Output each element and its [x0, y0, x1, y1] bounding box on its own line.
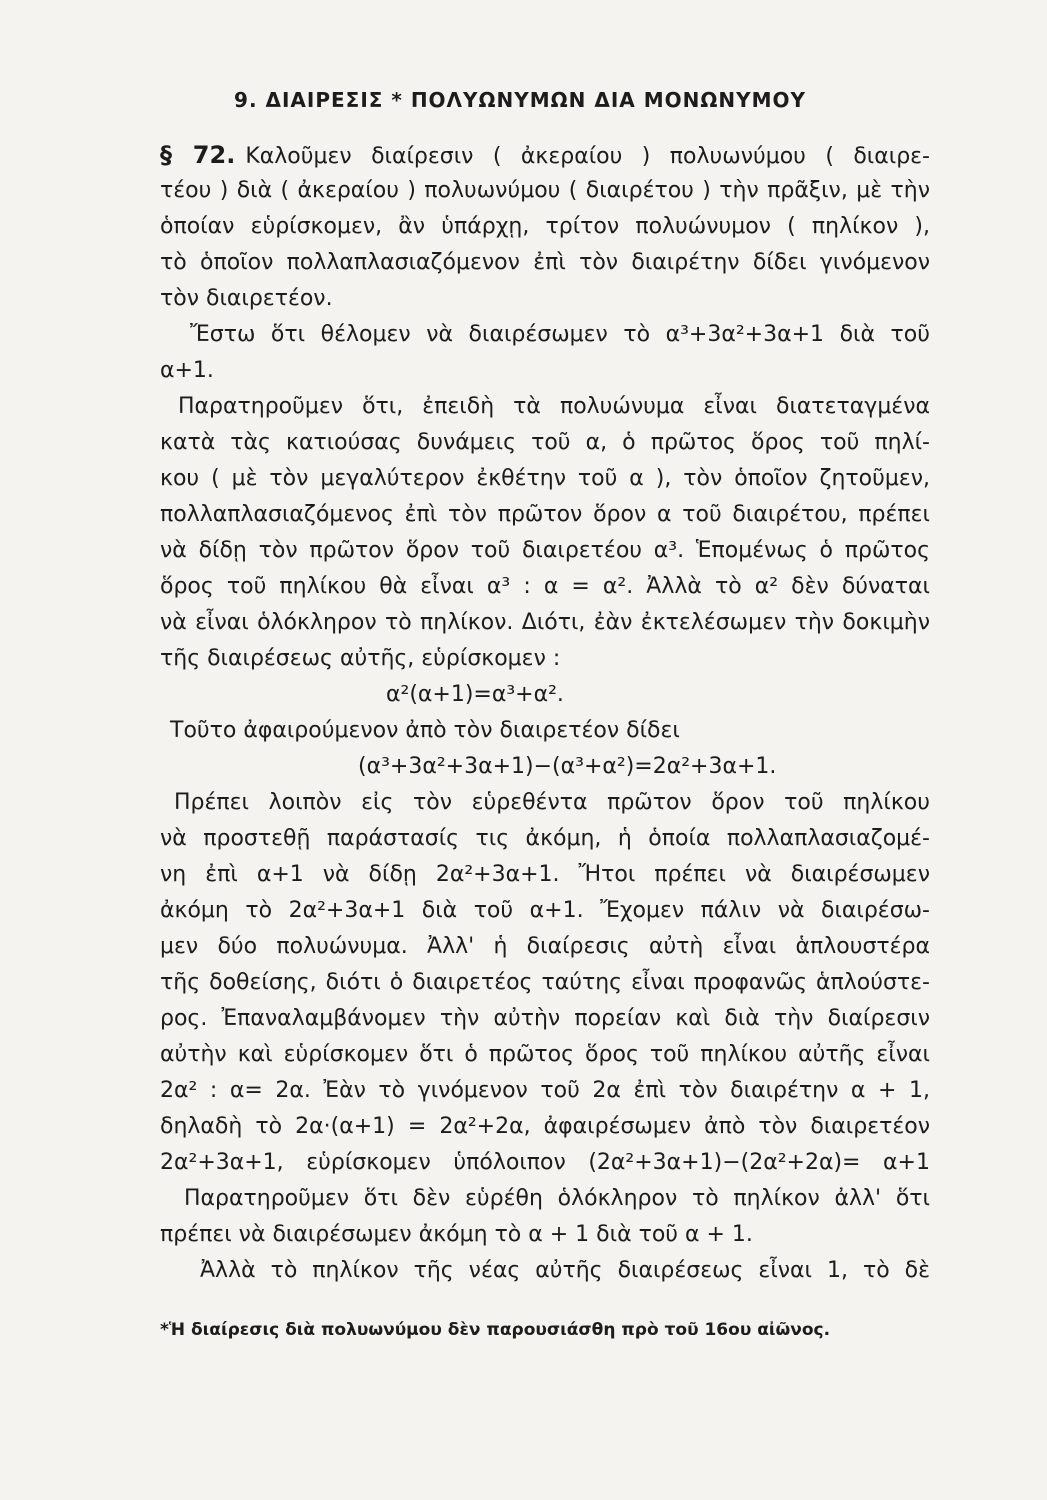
text-line-7: α+1. [160, 358, 214, 383]
text-line-20: νὰ προστεθῇ παράστασίς τις ἀκόμη, ἡ ὁποία πολλαπλασιαζομέ- [160, 826, 930, 851]
text-line-6: Ἔστω ὅτι θέλομεν νὰ διαιρέσωμεν τὸ α³+3α²+3α+1 διὰ τοῦ [190, 322, 930, 347]
text-line-11: πολλαπλασιαζόμενος ἐπὶ τὸν πρῶτον ὅρον α τοῦ διαιρέτου, πρέπει [160, 502, 930, 527]
text-line-2: τέου ) διὰ ( ἀκεραίου ) πολυωνύμου ( διαιρέτου ) τὴν πρᾶξιν, μὲ τὴν [160, 178, 930, 203]
text-line-17: Τοῦτο ἀφαιρούμενον ἀπὸ τὸν διαιρετέον δίδει [170, 718, 680, 743]
text-line-9: κατὰ τὰς κατιούσας δυνάμεις τοῦ α, ὁ πρῶτος ὅρος τοῦ πηλί- [160, 430, 930, 455]
section-number: § 72. [160, 141, 236, 169]
text-line-4: τὸ ὁποῖον πολλαπλασιαζόμενον ἐπὶ τὸν διαιρέτην δίδει γινόμενον [160, 250, 930, 275]
text-line-8: Παρατηροῦμεν ὅτι, ἐπειδὴ τὰ πολυώνυμα εἶναι διατεταγμένα [178, 394, 930, 419]
text-line-10: κου ( μὲ τὸν μεγαλύτερον ἐκθέτην τοῦ α ), τὸν ὁποῖον ζητοῦμεν, [160, 466, 930, 491]
text-line-19: Πρέπει λοιπὸν εἰς τὸν εὑρεθέντα πρῶτον ὅρον τοῦ πηλίκου [174, 790, 930, 815]
text-line-5: τὸν διαιρετέον. [160, 286, 333, 311]
text-line-15: τῆς διαιρέσεως αὐτῆς, εὑρίσκομεν : [160, 646, 561, 671]
text-line-21: νη ἐπὶ α+1 νὰ δίδῃ 2α²+3α+1. Ἤτοι πρέπει νὰ διαιρέσωμεν [160, 862, 930, 887]
text-line-23: μεν δύο πολυώνυμα. Ἀλλ' ἡ διαίρεσις αὐτὴ εἶναι ἁπλουστέρα [160, 934, 930, 959]
text-line-29: 2α²+3α+1, εὑρίσκομεν ὑπόλοιπον (2α²+3α+1)−(2α²+2α)= α+1 [160, 1150, 930, 1175]
text-line-12: νὰ δίδῃ τὸν πρῶτον ὅρον τοῦ διαιρετέου α³. Ἑπομένως ὁ πρῶτος [160, 538, 930, 563]
text-line-31: πρέπει νὰ διαιρέσωμεν ἀκόμη τὸ α + 1 διὰ τοῦ α + 1. [160, 1222, 753, 1247]
text-line-32: Ἀλλὰ τὸ πηλίκον τῆς νέας αὐτῆς διαιρέσεως εἶναι 1, τὸ δὲ [200, 1258, 930, 1283]
text-line-24: τῆς δοθείσης, διότι ὁ διαιρετέος ταύτης εἶναι προφανῶς ἁπλούστε- [160, 970, 930, 995]
formula-1: α²(α+1)=α³+α². [386, 682, 564, 707]
text-line-25: ρος. Ἐπαναλαμβάνομεν τὴν αὐτὴν πορείαν καὶ διὰ τὴν διαίρεσιν [160, 1006, 930, 1031]
line-text-1: Καλοῦμεν διαίρεσιν ( ἀκεραίου ) πολυωνύμου ( διαιρε- [245, 144, 930, 169]
formula-2: (α³+3α²+3α+1)−(α³+α²)=2α²+3α+1. [358, 754, 777, 779]
text-line-22: ἀκόμη τὸ 2α²+3α+1 διὰ τοῦ α+1. Ἔχομεν πάλιν νὰ διαιρέσω- [160, 898, 930, 923]
text-line-13: ὅρος τοῦ πηλίκου θὰ εἶναι α³ : α = α². Ἀλλὰ τὸ α² δὲν δύναται [160, 574, 930, 599]
text-line-30: Παρατηροῦμεν ὅτι δὲν εὑρέθη ὁλόκληρον τὸ πηλίκον ἀλλ' ὅτι [184, 1186, 930, 1211]
text-line-28: δηλαδὴ τὸ 2α·(α+1) = 2α²+2α, ἀφαιρέσωμεν ἀπὸ τὸν διαιρετέον [160, 1114, 930, 1139]
text-line-1 [160, 140, 930, 172]
chapter-heading: 9. ΔΙΑΙΡΕΣΙΣ * ΠΟΛΥΩΝΥΜΩΝ ΔΙΑ ΜΟΝΩΝΥΜΟΥ [234, 88, 806, 112]
text-line-26: αὐτὴν καὶ εὑρίσκομεν ὅτι ὁ πρῶτος ὅρος τοῦ πηλίκου αὐτῆς εἶναι [160, 1042, 930, 1067]
footnote: *Ἡ διαίρεσις διὰ πολυωνύμου δὲν παρουσιάσθη πρὸ τοῦ 16ου αἰῶνος. [160, 1320, 831, 1340]
text-line-14: νὰ εἶναι ὁλόκληρον τὸ πηλίκον. Διότι, ἐὰν ἐκτελέσωμεν τὴν δοκιμὴν [160, 610, 930, 635]
text-line-3: ὁποίαν εὑρίσκομεν, ἂν ὑπάρχῃ, τρίτον πολυώνυμον ( πηλίκον ), [160, 214, 930, 239]
text-line-27: 2α² : α= 2α. Ἐὰν τὸ γινόμενον τοῦ 2α ἐπὶ τὸν διαιρέτην α + 1, [160, 1078, 930, 1103]
